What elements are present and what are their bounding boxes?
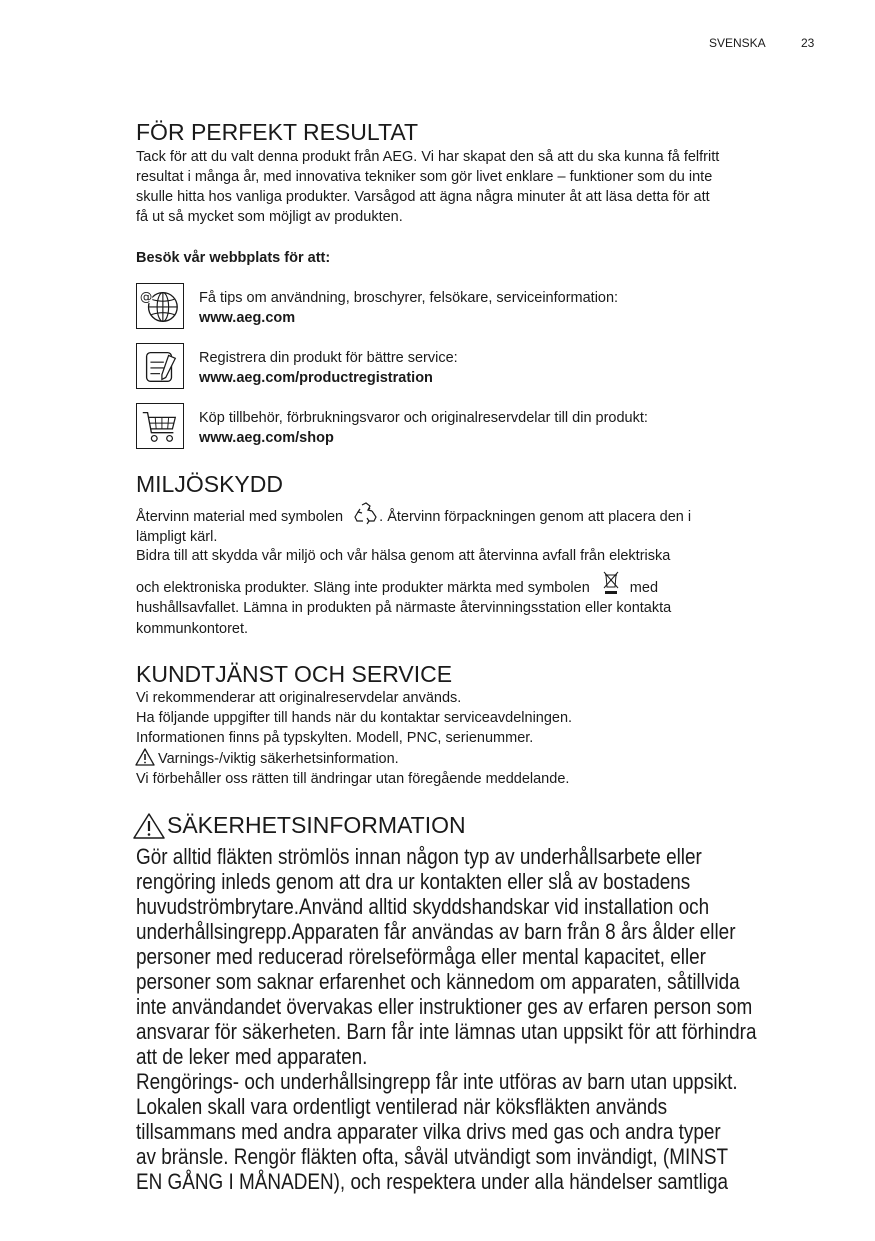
crossed-bin-icon (600, 570, 622, 596)
recycling-icon (353, 502, 379, 526)
intro-line-1: Tack för att du valt denna produkt från AEG. Vi har skapat den så att du ska kunna få felfritt (136, 149, 720, 165)
svg-text:@: @ (139, 289, 153, 305)
safety-line: huvudströmbrytare.Använd alltid skyddshandskar vid installation och (136, 894, 710, 919)
warning-icon (134, 747, 156, 767)
service-line-2: Ha följande uppgifter till hands när du kontaktar serviceavdelningen. (136, 710, 573, 726)
section-title-perfect-result: FÖR PERFEKT RESULTAT (136, 119, 418, 145)
shopping-cart-icon (136, 403, 184, 449)
link-tips-text: Få tips om användning, broschyrer, felsökare, serviceinformation: (199, 290, 619, 306)
safety-heading (131, 812, 466, 841)
environment-line-5: hushållsavfallet. Lämna in produkten på närmaste återvinningsstation eller kontakta (136, 600, 672, 616)
environment-line-1 (136, 507, 691, 527)
registration-form-icon (136, 343, 184, 389)
safety-line: personer som saknar erfarenhet och kännedom om apparaten, såtillvida (136, 969, 740, 994)
safety-line: att de leker med apparaten. (136, 1044, 368, 1069)
environment-line-3: Bidra till att skydda vår miljö och vår hälsa genom att återvinna avfall från elektriska (136, 548, 671, 564)
visit-heading: Besök vår webbplats för att: (136, 250, 331, 266)
safety-line: ansvarar för säkerheten. Barn får inte lämnas utan uppsikt för att förhindra (136, 1019, 757, 1044)
intro-line-3: skulle hitta hos vanliga produkter. Varsågod att ägna några minuter åt att läsa detta för att (136, 189, 710, 205)
service-line-3: Informationen finns på typskylten. Modell, PNC, serienummer. (136, 730, 534, 746)
service-line-4-text: Varnings-/viktig säkerhetsinformation. (158, 751, 399, 767)
intro-line-4: få ut så mycket som möjligt av produkten. (136, 209, 403, 225)
header-language: SVENSKA (709, 36, 766, 50)
safety-text (136, 844, 757, 1194)
environment-line-1a: Återvinn material med symbolen (136, 509, 344, 525)
link-aeg-shop[interactable]: www.aeg.com/shop (199, 430, 334, 446)
environment-line-6: kommunkontoret. (136, 621, 249, 637)
safety-line: Gör alltid fläkten strömlös innan någon typ av underhållsarbete eller (136, 844, 702, 869)
link-aeg-website[interactable]: www.aeg.com (199, 310, 296, 326)
section-title-environment: MILJÖSKYDD (136, 471, 283, 497)
environment-line-2: lämpligt kärl. (136, 529, 218, 545)
intro-line-2: resultat i många år, med innovativa tekniker som gör livet enklare – funktioner som du inte (136, 169, 713, 185)
safety-line: Lokalen skall vara ordentligt ventilerad när köksfläkten används (136, 1094, 668, 1119)
link-register-text: Registrera din produkt för bättre service: (199, 350, 458, 366)
page-number: 23 (801, 36, 815, 50)
safety-line: EN GÅNG I MÅNADEN), och respektera under alla händelser samtliga (136, 1169, 729, 1194)
safety-line: Rengörings- och underhållsingrepp får inte utföras av barn utan uppsikt. (136, 1069, 738, 1094)
safety-line: personer med reducerad rörelseförmåga eller mental kapacitet, eller (136, 944, 706, 969)
environment-line-4b: med (629, 580, 659, 596)
service-line-5: Vi förbehåller oss rätten till ändringar utan föregående meddelande. (136, 771, 570, 787)
link-product-registration[interactable]: www.aeg.com/productregistration (199, 370, 433, 386)
environment-line-1b: . Återvinn förpackningen genom att placera den i (379, 509, 692, 525)
environment-line-4 (136, 578, 658, 598)
section-title-safety: SÄKERHETSINFORMATION (167, 812, 466, 838)
section-title-service: KUNDTJÄNST OCH SERVICE (136, 661, 453, 687)
service-line-4 (136, 749, 399, 769)
safety-line: av bränsle. Rengör fläkten ofta, såväl utvändigt som invändigt, (MINST (136, 1144, 729, 1169)
safety-line: underhållsingrepp.Apparaten får användas av barn från 8 års ålder eller (136, 919, 736, 944)
environment-line-4a: och elektroniska produkter. Släng inte produkter märkta med symbolen (136, 580, 590, 596)
globe-at-icon (136, 283, 184, 329)
service-line-1: Vi rekommenderar att originalreservdelar används. (136, 690, 462, 706)
safety-line: tillsammans med andra apparater vilka drivs med gas och andra typer (136, 1119, 721, 1144)
safety-line: inte användandet övervakas eller instruktioner ges av erfaren person som (136, 994, 753, 1019)
warning-icon (131, 811, 167, 841)
link-shop-text: Köp tillbehör, förbrukningsvaror och originalreservdelar till din produkt: (199, 410, 648, 426)
safety-line: rengöring inleds genom att dra ur kontakten eller slå av bostadens (136, 869, 691, 894)
